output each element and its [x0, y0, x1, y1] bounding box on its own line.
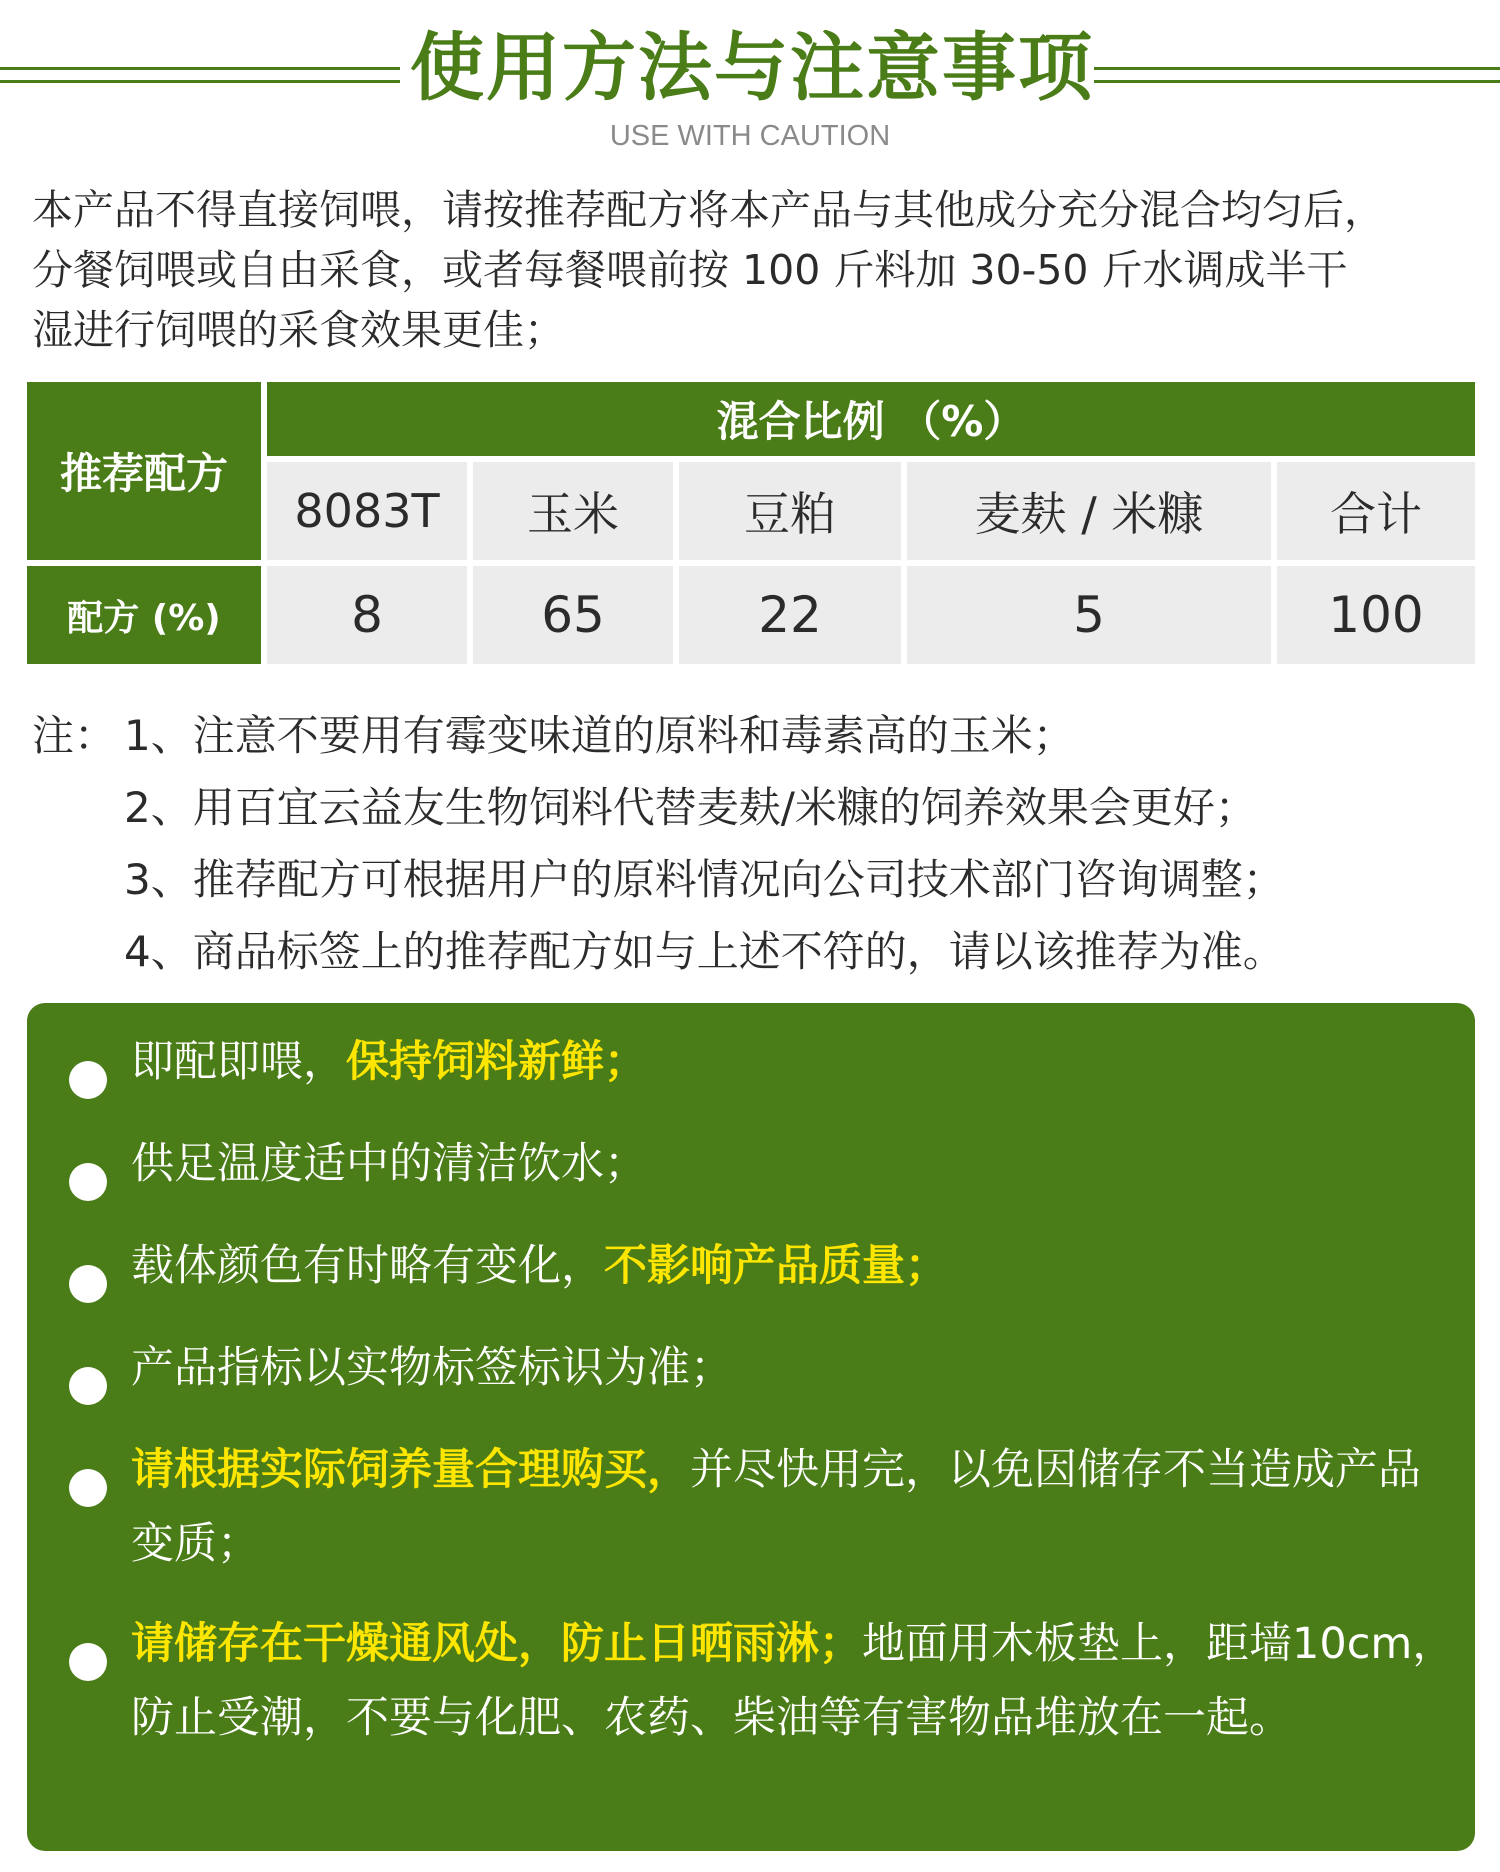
bullet-text	[131, 1229, 1461, 1303]
list-item	[32, 844, 1472, 916]
bullet-text-normal: 供足温度适中的清洁饮水；	[131, 1139, 647, 1189]
bullet-text-highlight: 请根据实际饲养量合理购买，	[131, 1445, 690, 1495]
table-row-label: 配方 (%)	[27, 566, 261, 664]
bullet-text-highlight: 保持饲料新鲜；	[346, 1037, 647, 1087]
header-rule-left	[0, 67, 400, 83]
bullet-text	[131, 1127, 1461, 1201]
bullet-text-highlight: 不影响产品质量；	[604, 1241, 948, 1291]
bullet-dot-icon	[69, 1469, 107, 1507]
intro-line: 本产品不得直接饲喂，请按推荐配方将本产品与其他成分充分混合均匀后，	[32, 186, 1385, 234]
bullet-dot-icon	[69, 1367, 107, 1405]
intro-paragraph	[32, 180, 1472, 360]
table-cell: 22	[679, 566, 901, 664]
table-cell: 100	[1277, 566, 1475, 664]
list-item	[32, 772, 1472, 844]
intro-line: 分餐饲喂或自由采食，或者每餐喂前按 100 斤料加 30-50 斤水调成半干	[32, 246, 1348, 294]
table-cell: 5	[907, 566, 1271, 664]
table-col-header: 麦麸 / 米糠	[907, 462, 1271, 560]
table-col-header: 豆粕	[679, 462, 901, 560]
table-group-header: 混合比例 （%）	[267, 382, 1475, 456]
bullet-text-normal: 即配即喂，	[131, 1037, 346, 1087]
bullet-text-normal: 地面用木板垫上，距墙10cm，防止受潮，不要与化肥、农药、柴油等有害物品堆放在一起。	[131, 1619, 1456, 1743]
section-header	[0, 0, 1500, 160]
table-col-header: 合计	[1277, 462, 1475, 560]
bullet-text	[131, 1607, 1461, 1755]
bullet-text	[131, 1025, 1461, 1099]
notes-prefix: 注：	[32, 711, 117, 760]
intro-line: 湿进行饲喂的采食效果更佳；	[32, 306, 565, 354]
table-col-header: 8083T	[267, 462, 467, 560]
notes-list	[32, 700, 1472, 988]
bullet-text-highlight: 请储存在干燥通风处，防止日晒雨淋；	[131, 1619, 862, 1669]
note-text: 2、用百宜云益友生物饲料代替麦麸/米糠的饲养效果会更好；	[124, 783, 1257, 832]
bullet-text	[131, 1433, 1461, 1581]
list-item	[32, 700, 1472, 772]
table-corner-label: 推荐配方	[27, 382, 261, 560]
formula-table	[27, 382, 1475, 664]
list-item	[32, 916, 1472, 988]
bullet-text-normal: 产品指标以实物标签标识为准；	[131, 1343, 733, 1393]
note-text: 4、商品标签上的推荐配方如与上述不符的，请以该推荐为准。	[124, 927, 1285, 976]
bullet-text-normal: 载体颜色有时略有变化，	[131, 1241, 604, 1291]
page-subtitle: USE WITH CAUTION	[609, 120, 891, 152]
bullet-dot-icon	[69, 1643, 107, 1681]
bullet-dot-icon	[69, 1061, 107, 1099]
bullet-text	[131, 1331, 1461, 1405]
table-cell: 8	[267, 566, 467, 664]
caution-panel	[27, 1003, 1475, 1851]
bullet-dot-icon	[69, 1265, 107, 1303]
table-cell: 65	[473, 566, 673, 664]
page-title: 使用方法与注意事项	[410, 25, 1094, 111]
bullet-text-normal: 并尽快用完，以免因储存不当造成产品变质；	[131, 1445, 1421, 1569]
header-rule-right	[1094, 67, 1500, 83]
table-col-header: 玉米	[473, 462, 673, 560]
bullet-dot-icon	[69, 1163, 107, 1201]
note-text: 1、注意不要用有霉变味道的原料和毒素高的玉米；	[124, 711, 1075, 760]
note-text: 3、推荐配方可根据用户的原料情况向公司技术部门咨询调整；	[124, 855, 1285, 904]
